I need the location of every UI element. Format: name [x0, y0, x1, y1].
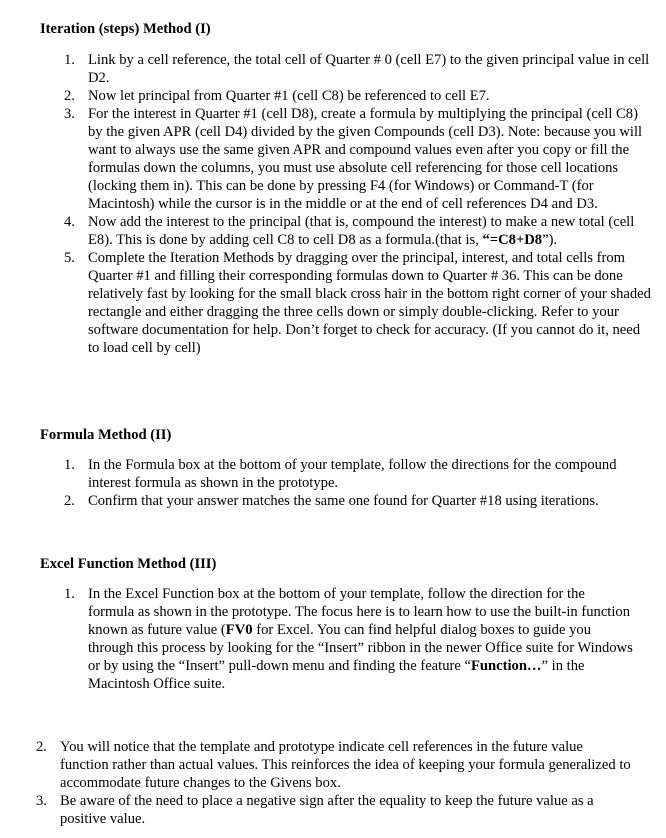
list-number: 3.: [36, 793, 47, 809]
list-number: 1.: [64, 457, 75, 473]
list-item-text: Now add the interest to the principal (that is, compound the interest) to make a new total (cell E8). This is done by adding cell C8 to cell D8 as a formula.(that is,: [88, 214, 635, 248]
list-item: [64, 213, 654, 249]
list-item: [64, 492, 654, 510]
list-number: 2.: [36, 739, 47, 755]
list-number: 4.: [64, 214, 75, 230]
list-item: [64, 87, 654, 105]
list-item-text: Now let principal from Quarter #1 (cell C8) be referenced to cell E7.: [88, 88, 490, 104]
function-bold-text: Function…: [470, 658, 542, 674]
list-item-text: Complete the Iteration Methods by dragging over the principal, interest, and total cells from Quarter #1 and filling their corresponding formulas down to Quarter # 36. This can be done relatively fast by looking for the small black cross hair in the bottom right corner of your shaded rectangle and either dragging the three cells down or simply double-clicking. Refer to your software documentation for help. Don’t forget to check for accuracy. (If you cannot do it, need to load cell by cell): [88, 250, 651, 356]
list-item-text: In the Formula box at the bottom of your template, follow the directions for the compound interest formula as shown in the prototype.: [88, 457, 617, 491]
section-heading-iteration: Iteration (steps) Method (I): [40, 21, 211, 37]
excel-function-steps-list: [64, 585, 634, 693]
list-number: 2.: [64, 88, 75, 104]
list-item-text: For the interest in Quarter #1 (cell D8), create a formula by multiplying the principal (cell C8) by the given APR (cell D4) divided by the given Compounds (cell D3). Note: because you will want to always use the same given APR and compound values even after you copy or fill the formulas down the columns, you must use absolute cell referencing for those cell locations (locking them in). This can be done by pressing F4 (for Windows) or Command-T (for Macintosh) while the cursor is in the middle or at the end of cell references D4 and D3.: [88, 106, 643, 212]
section-heading-excel-function: Excel Function Method (III): [40, 556, 217, 572]
fv-bold-text: FV0: [225, 622, 253, 638]
formula-steps-list: [64, 456, 654, 510]
list-number: 1.: [64, 52, 75, 68]
iteration-steps-list: [64, 51, 654, 357]
list-item: [64, 585, 634, 693]
list-item: [64, 249, 654, 357]
list-number: 5.: [64, 250, 75, 266]
list-item: [64, 456, 654, 492]
list-item-text: Link by a cell reference, the total cell of Quarter # 0 (cell E7) to the given principal value in cell D2.: [88, 52, 650, 86]
list-item-text-end: ” in the Macintosh Office suite.: [88, 658, 585, 692]
list-item-text-mid: for Excel. You can find helpful dialog boxes to guide you through this process by looking for the “Insert” ribbon in the newer Office suite for Windows or by using the “Insert” pull-down menu and finding the feature “: [88, 622, 633, 674]
list-item-text: Be aware of the need to place a negative sign after the equality to keep the future value as a positive value.: [60, 793, 594, 827]
list-number: 2.: [64, 493, 75, 509]
list-number: 1.: [64, 586, 75, 602]
list-item-text: Confirm that your answer matches the same one found for Quarter #18 using iterations.: [88, 493, 599, 509]
list-number: 3.: [64, 106, 75, 122]
section-heading-formula: Formula Method (II): [40, 427, 172, 443]
formula-bold-text: “=C8+D8: [482, 232, 543, 248]
list-item: [64, 105, 654, 213]
list-item: [36, 792, 632, 828]
list-item: [64, 51, 654, 87]
list-item-text: In the Excel Function box at the bottom of your template, follow the direction for the formula as shown in the prototype. The focus here is to learn how to use the built-in function known as future value (: [88, 586, 631, 638]
list-item-text: You will notice that the template and prototype indicate cell references in the future value function rather than actual values. This reinforces the idea of keeping your formula generalized to accommodate future changes to the Givens box.: [60, 739, 631, 791]
excel-function-steps-list-continued: [36, 738, 632, 828]
list-item-text-end: ”).: [542, 232, 558, 248]
list-item: [36, 738, 632, 792]
